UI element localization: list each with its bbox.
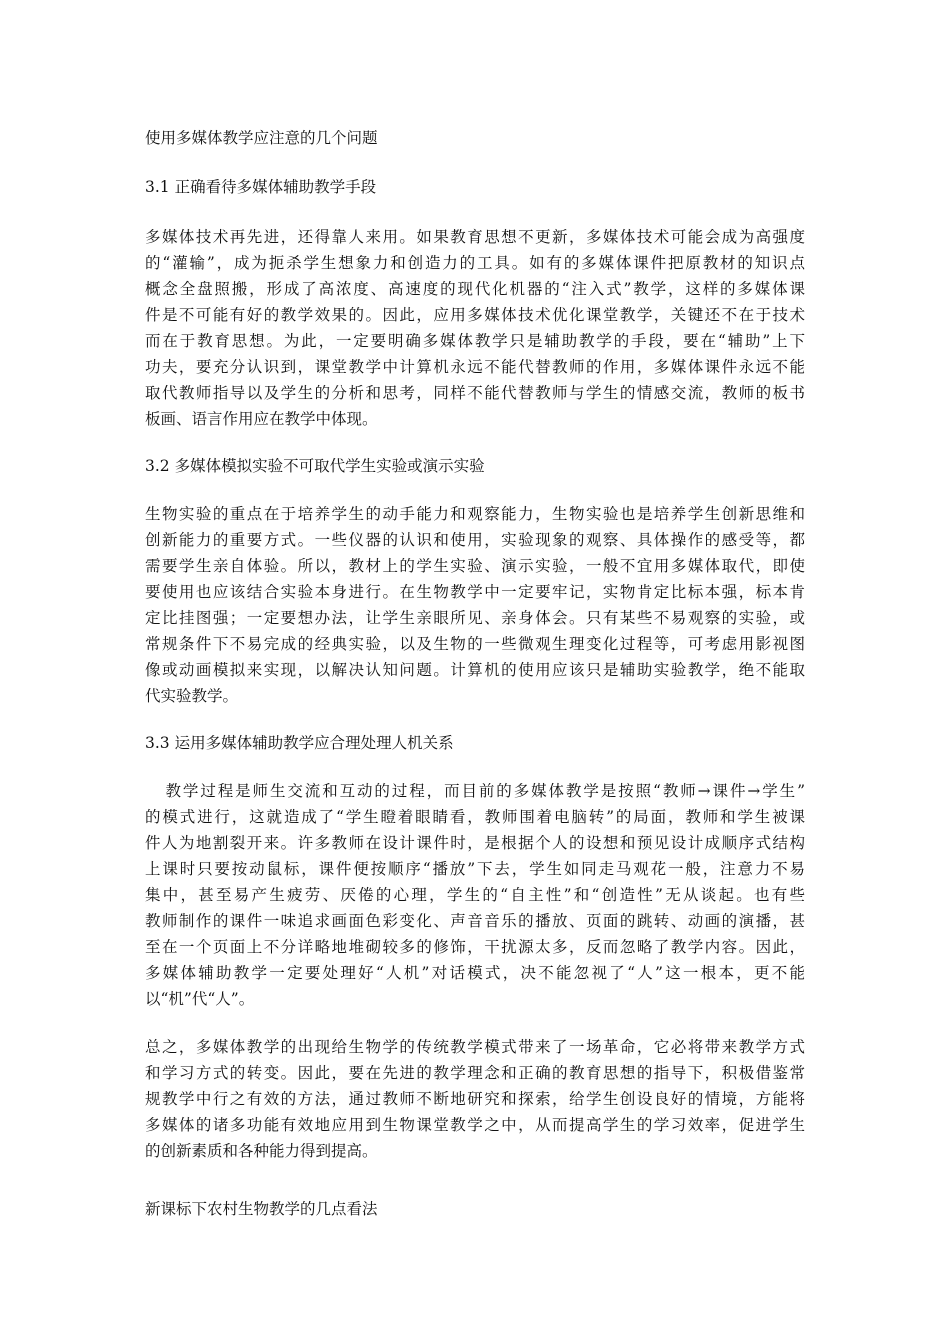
section-heading-3-3: 3.3 运用多媒体辅助教学应合理处理人机关系: [145, 734, 454, 752]
paragraph-line: 板画、语言作用应在教学中体现。: [145, 410, 378, 428]
paragraph-line: 上课时只要按动鼠标，课件便按顺序“播放”下去，学生如同走马观花一般，注意力不易: [145, 860, 805, 878]
paragraph-line: 规教学中行之有效的方法，通过教师不断地研究和探索，给学生创设良好的情境，方能将: [145, 1090, 805, 1108]
paragraph-line: 教师制作的课件一味追求画面色彩变化、声音音乐的播放、页面的跳转、动画的演播，甚: [145, 912, 805, 930]
paragraph-line: 多媒体辅助教学一定要处理好“人机”对话模式，决不能忽视了“人”这一根本，更不能: [145, 964, 805, 982]
paragraph-line: 功夫，要充分认识到，课堂教学中计算机永远不能代替教师的作用，多媒体课件永远不能: [145, 358, 805, 376]
paragraph-line: 常规条件下不易完成的经典实验，以及生物的一些微观生理变化过程等，可考虑用影视图: [145, 635, 805, 653]
paragraph-line: 件是不可能有好的教学效果的。因此，应用多媒体技术优化课堂教学，关键还不在于技术: [145, 306, 805, 324]
next-article-title: 新课标下农村生物教学的几点看法: [145, 1200, 378, 1218]
paragraph-line: 和学习方式的转变。因此，要在先进的教学理念和正确的教育思想的指导下，积极借鉴常: [145, 1064, 805, 1082]
paragraph-line: 件人为地割裂开来。许多教师在设计课件时，是根据个人的设想和预见设计成顺序式结构: [145, 834, 805, 852]
paragraph-line: 教学过程是师生交流和互动的过程，而目前的多媒体教学是按照“教师→课件→学生”: [145, 782, 805, 800]
paragraph-line: 至在一个页面上不分详略地堆砌较多的修饰，干扰源太多，反而忽略了教学内容。因此，: [145, 938, 805, 956]
paragraph-line: 多媒体技术再先进，还得靠人来用。如果教育思想不更新，多媒体技术可能会成为高强度: [145, 228, 805, 246]
paragraph-line: 代实验教学。: [145, 687, 239, 705]
paragraph-line: 多媒体的诸多功能有效地应用到生物课堂教学之中，从而提高学生的学习效率，促进学生: [145, 1116, 805, 1134]
paragraph-line: 的创新素质和各种能力得到提高。: [145, 1142, 378, 1160]
paragraph-line: 而在于教育思想。为此，一定要明确多媒体教学只是辅助教学的手段，要在“辅助”上下: [145, 332, 805, 350]
paragraph-line: 的“灌输”，成为扼杀学生想象力和创造力的工具。如有的多媒体课件把原教材的知识点: [145, 254, 805, 272]
paragraph-line: 定比挂图强；一定要想办法，让学生亲眼所见、亲身体会。只有某些不易观察的实验，或: [145, 609, 805, 627]
paragraph-line: 取代教师指导以及学生的分析和思考，同样不能代替教师与学生的情感交流，教师的板书: [145, 384, 805, 402]
paragraph-line: 的模式进行，这就造成了“学生瞪着眼睛看，教师围着电脑转”的局面，教师和学生被课: [145, 808, 805, 826]
paragraph-line: 集中，甚至易产生疲劳、厌倦的心理，学生的“自主性”和“创造性”无从谈起。也有些: [145, 886, 805, 904]
paragraph-line: 创新能力的重要方式。一些仪器的认识和使用，实验现象的观察、具体操作的感受等，都: [145, 531, 805, 549]
paragraph-line: 总之，多媒体教学的出现给生物学的传统教学模式带来了一场革命，它必将带来教学方式: [145, 1038, 805, 1056]
paragraph-line: 以“机”代“人”。: [145, 990, 255, 1008]
paragraph-line: 需要学生亲自体验。所以，教材上的学生实验、演示实验，一般不宜用多媒体取代，即使: [145, 557, 805, 575]
paragraph-line: 要使用也应该结合实验本身进行。在生物教学中一定要牢记，实物肯定比标本强，标本肯: [145, 583, 805, 601]
section-heading-3-2: 3.2 多媒体模拟实验不可取代学生实验或演示实验: [145, 457, 485, 475]
paragraph-line: 概念全盘照搬，形成了高浓度、高速度的现代化机器的“注入式”教学，这样的多媒体课: [145, 280, 805, 298]
section-heading-3-1: 3.1 正确看待多媒体辅助教学手段: [145, 178, 377, 196]
paragraph-line: 生物实验的重点在于培养学生的动手能力和观察能力，生物实验也是培养学生创新思维和: [145, 505, 805, 523]
document-title: 使用多媒体教学应注意的几个问题: [145, 129, 378, 147]
paragraph-line: 像或动画模拟来实现，以解决认知问题。计算机的使用应该只是辅助实验教学，绝不能取: [145, 661, 805, 679]
